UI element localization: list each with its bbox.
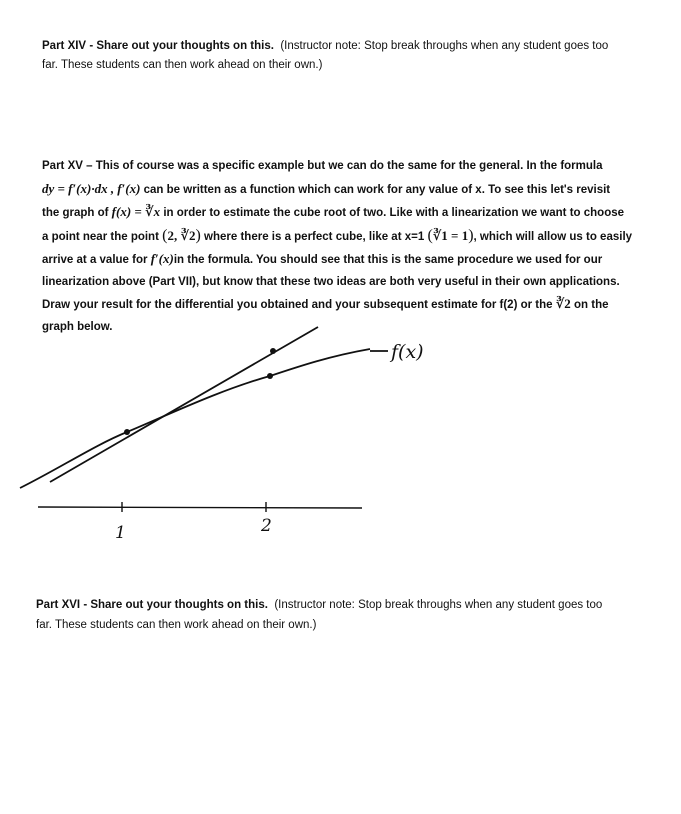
- curve-label: f(x): [391, 341, 424, 363]
- part-15-line-5: [42, 248, 642, 272]
- part-15-line-6-text: linearization above (Part VII), but know that these two ideas are both very useful in their own applications.: [42, 275, 620, 288]
- function-definition: f(x) = ∛x: [111, 204, 161, 219]
- curve-point-at-2: [267, 373, 273, 379]
- tick-label-1: 1: [115, 523, 126, 543]
- part-14-line-1: [42, 37, 632, 56]
- x-axis: [38, 507, 362, 508]
- differential-formula: dy = f′(x)·dx ,: [42, 180, 115, 196]
- part-14-note-cont: far. These students can then work ahead on their own.): [42, 59, 323, 71]
- part-15-line-4c: , which will allow us to easily: [473, 230, 633, 243]
- part-15-line-2-text: can be written as a function which can work for any value of x. To see this let's revisit: [143, 183, 611, 196]
- part-15-line-2: [42, 178, 642, 202]
- part-16-note: (Instructor note: Stop break throughs when any student goes too: [274, 599, 603, 611]
- point-at-1: [124, 429, 130, 435]
- part-15-line-7b: on the: [574, 299, 609, 311]
- tangent-point-at-2: [270, 348, 276, 354]
- derivative-expression-2: f′(x): [150, 251, 174, 266]
- part-15-line-3: [42, 201, 642, 225]
- derivative-expression: f′(x): [117, 180, 141, 196]
- cube-root-curve: [20, 349, 370, 488]
- part-15-line-3b: in order to estimate the cube root of two. Like with a linearization we want to choose: [163, 207, 625, 219]
- part-16-prompt: - Share out your thoughts on this.: [83, 599, 268, 611]
- part-15-line-1: [42, 156, 642, 178]
- cube-root-one: ∛1 = 1: [432, 227, 469, 243]
- part-15-line-3a: the graph of: [42, 207, 109, 219]
- hand-drawn-graph: [0, 300, 681, 550]
- part-14-note: (Instructor note: Stop break throughs when any student goes too: [280, 40, 609, 52]
- part-15-heading: Part XV: [42, 160, 83, 172]
- part-14-prompt: - Share out your thoughts on this.: [89, 40, 274, 52]
- part-15-line-6: [42, 272, 642, 294]
- part-16-line-1: [36, 595, 646, 615]
- tick-label-2: 2: [261, 516, 272, 536]
- part-16-section: [36, 595, 646, 635]
- tangent-line: [50, 327, 318, 482]
- part-15-line-5a: arrive at a value for: [42, 254, 148, 266]
- cube-root-two: ∛2: [555, 296, 571, 311]
- part-14-section: [42, 37, 632, 75]
- part-15-line-7a: Draw your result for the differential you obtained and your subsequent estimate for f(2) or the: [42, 299, 553, 311]
- part-16-heading: Part XVI: [36, 599, 81, 611]
- part-15-line-4b: where there is a perfect cube, like at x=1: [204, 230, 425, 243]
- point-coordinates: 2, ∛2: [167, 227, 196, 243]
- part-15-line-4: a point near the point (2, ∛2) where there is a perfect cube, like at x=1 (∛1 = 1), which will allow us to easily: [42, 226, 633, 244]
- part-15-intro: – This of course was a specific example but we can do the same for the general. In the formula: [86, 160, 603, 172]
- part-15-line-8-text: graph below.: [42, 320, 113, 333]
- part-15-line-4a: a point near the point: [42, 230, 159, 243]
- part-16-note-cont: far. These students can then work ahead on their own.): [36, 619, 317, 631]
- part-14-heading: Part XIV: [42, 40, 87, 52]
- part-15-line-5b: in the formula. You should see that this is the same procedure we used for our: [173, 254, 603, 266]
